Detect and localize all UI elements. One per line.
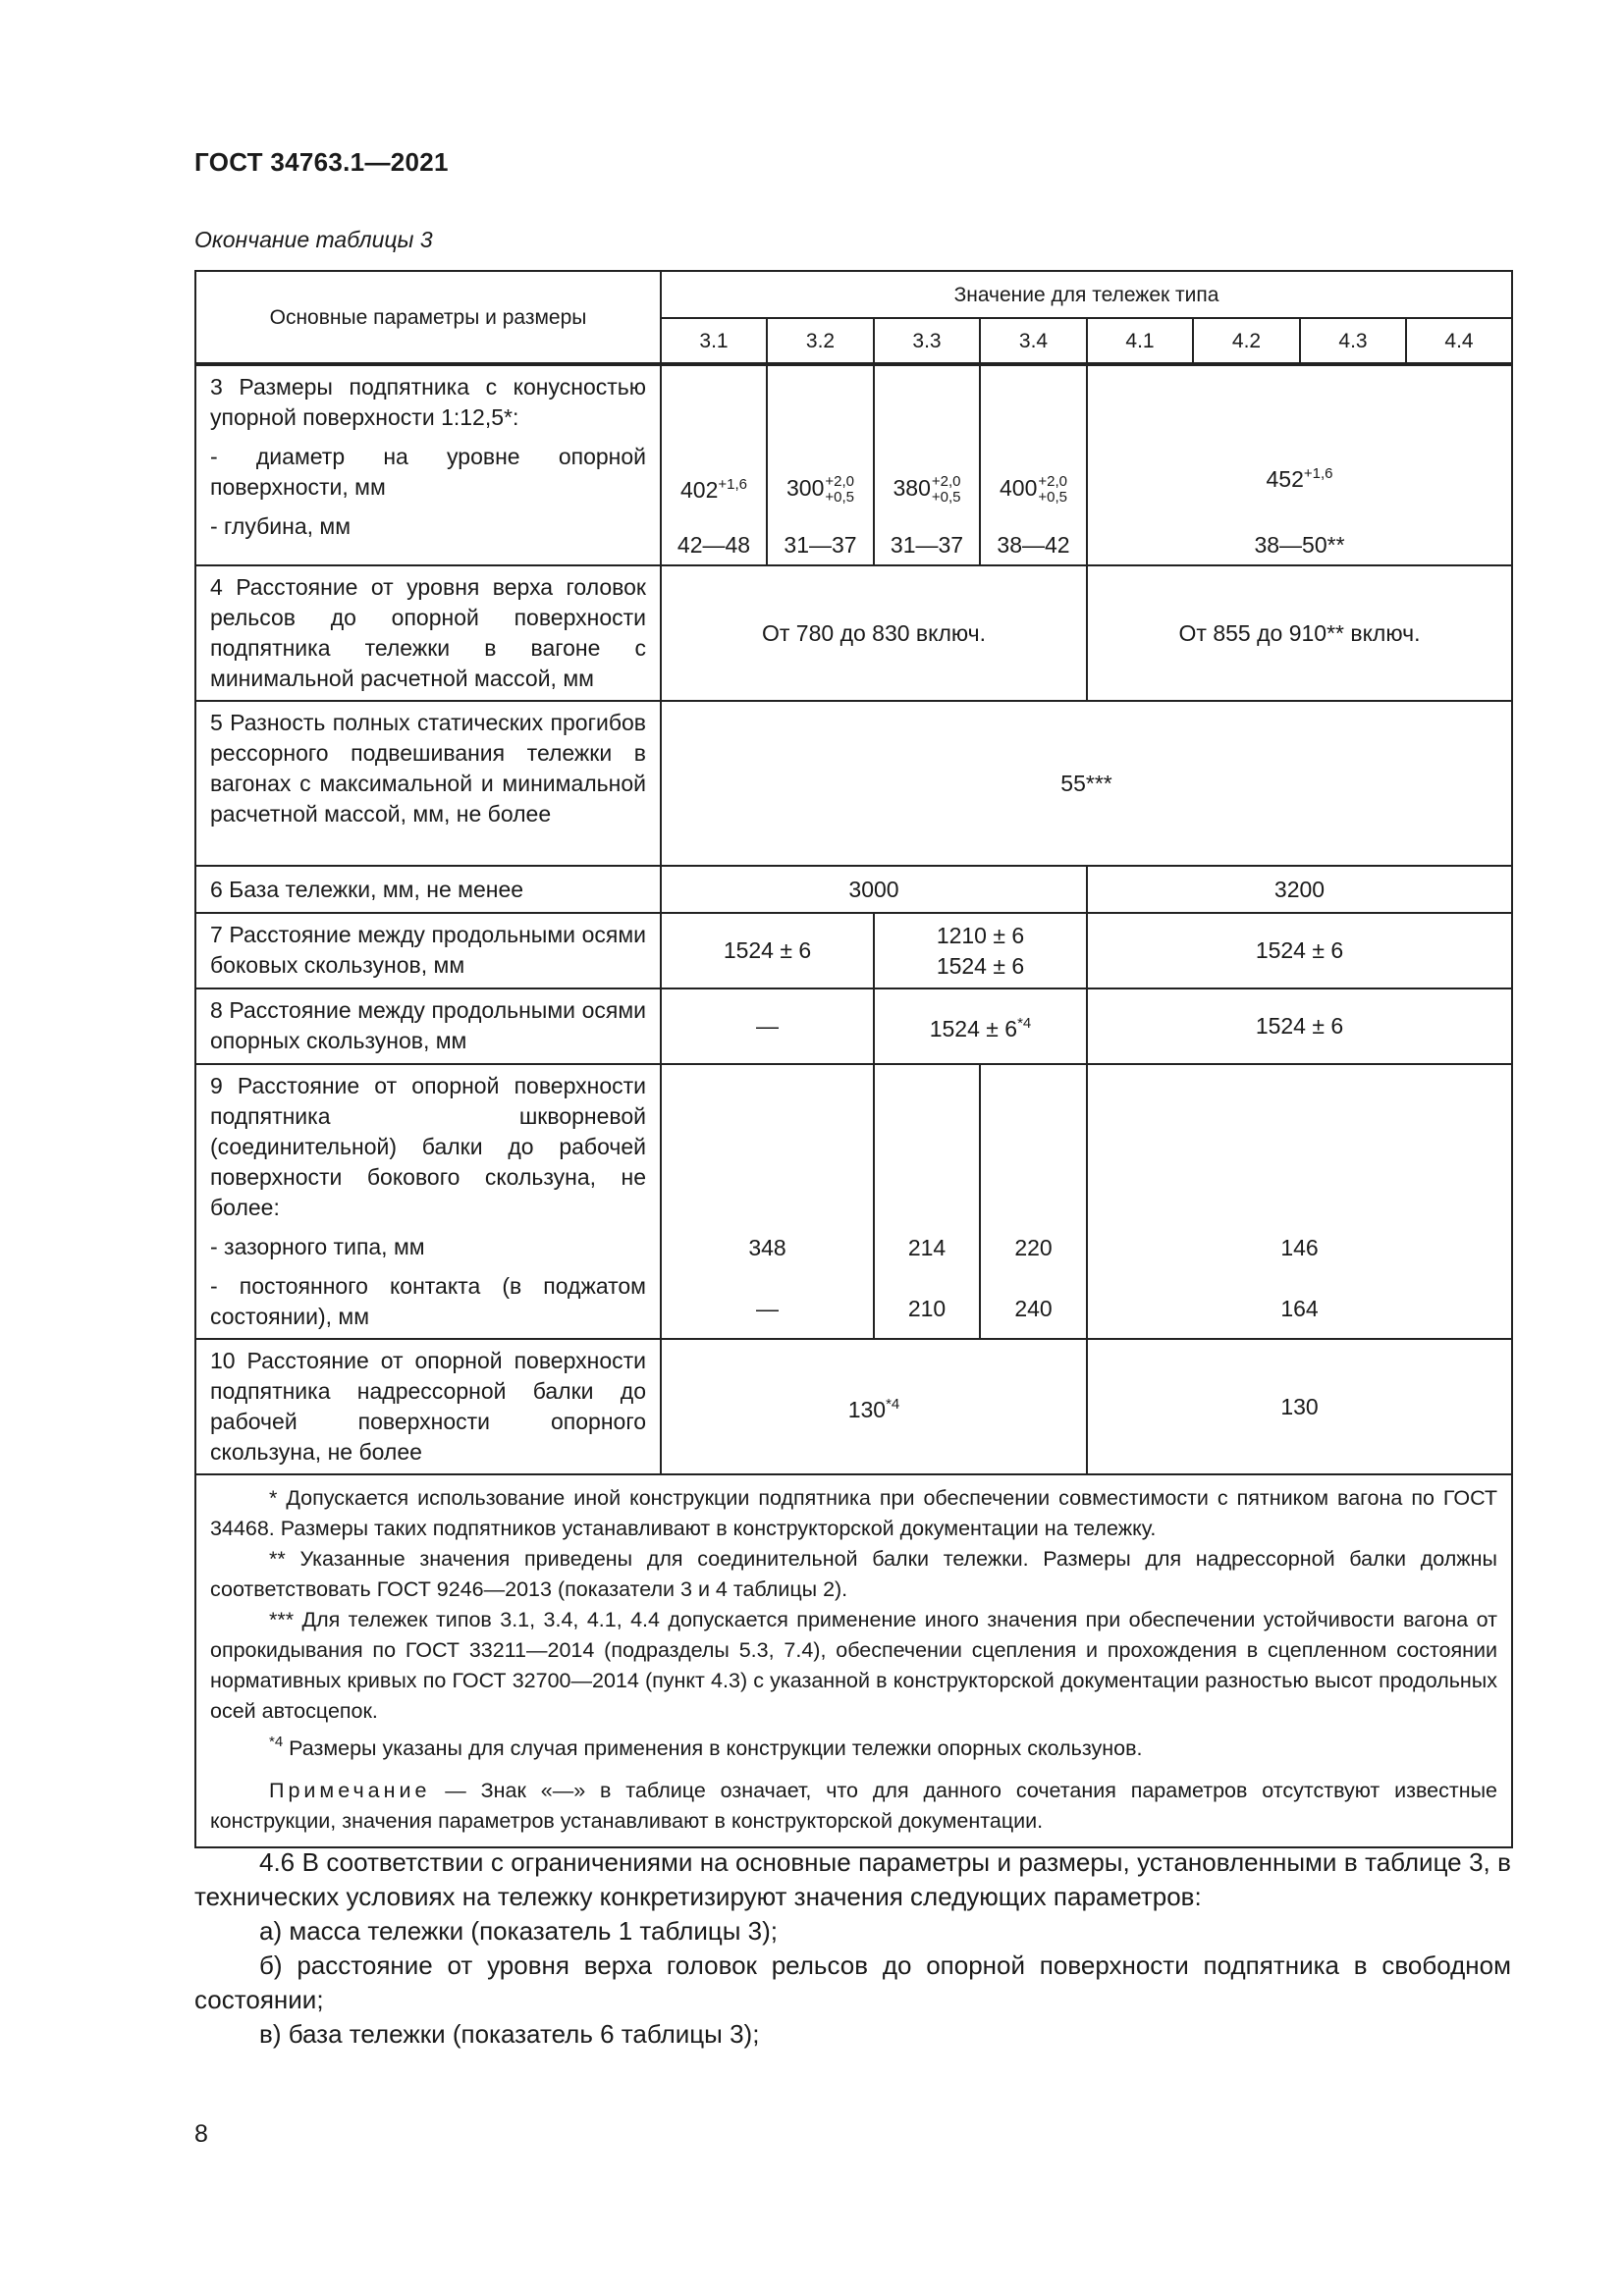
table-notes-row [195,1474,1512,1847]
table-header-row [195,271,1512,318]
list-item: б) расстояние от уровня верха головок рельсов до опорной поверхности подпятника в свободном состоянии; [194,1950,1511,2014]
value: 210 [907,1296,947,1321]
document-header: ГОСТ 34763.1—2021 [194,147,449,177]
row3-cell-31 [661,364,767,565]
row8-cell-31-32: — [661,988,874,1064]
value: 348 [748,1235,786,1260]
footnote-4 [210,1727,1497,1764]
row10-param: 10 Расстояние от опорной поверхности подпятника надрессорной балки до рабочей поверхности опорного скользуна, не более [195,1339,661,1474]
table-row [195,1064,1512,1339]
row9-cell-4x [1087,1064,1512,1339]
value: 240 [1014,1296,1053,1321]
tolerance: +1,6 [718,476,747,493]
table-row [195,565,1512,701]
row9-sub-gap: - зазорного типа, мм [210,1234,425,1259]
value: 42—48 [677,532,751,558]
value: 31—37 [890,532,964,558]
row6-param: 6 База тележки, мм, не менее [195,866,661,913]
row3-cell-34 [980,364,1087,565]
row3-cell-32 [767,364,874,565]
row7-cell-33-34 [874,913,1087,988]
footnote-mark: *4 [886,1395,900,1413]
value: 220 [1014,1235,1053,1260]
value: 146 [1280,1235,1319,1260]
row3-sub-diameter: - диаметр на уровне опорной поверхности, мм [210,444,646,500]
list-item: а) масса тележки (показатель 1 таблицы 3); [259,1916,779,1946]
row9-title: 9 Расстояние от опорной поверхности подпятника шкворневой (соединительной) балки до рабочей поверхности бокового скользуна, не более: [210,1073,646,1220]
row7-cell-31-32: 1524 ± 6 [661,913,874,988]
row9-cell-31-32 [661,1064,874,1339]
value: 1524 ± 6 [929,1016,1018,1041]
table-notes [195,1474,1512,1847]
tolerance-lower: +0,5 [1038,489,1067,506]
type-header: 3.1 [661,318,767,364]
type-header: 3.4 [980,318,1087,364]
table-row [195,913,1512,988]
row7-cell-4x: 1524 ± 6 [1087,913,1512,988]
value: 130 [847,1396,887,1422]
type-group-header: Значение для тележек типа [661,271,1512,318]
row3-param [195,364,661,565]
tolerance-upper: +2,0 [931,473,961,490]
row6-cell-4x: 3200 [1087,866,1512,913]
type-header: 3.3 [874,318,980,364]
row9-cell-34 [980,1064,1087,1339]
footnote-mark: *4 [269,1734,284,1750]
tolerance: +1,6 [1303,465,1333,482]
row9-sub-contact: - постоянного контакта (в поджатом состоянии), мм [210,1273,646,1329]
tolerance-upper: +2,0 [1038,473,1067,490]
type-header: 4.1 [1087,318,1193,364]
type-header: 4.3 [1300,318,1406,364]
tolerance-lower: +0,5 [931,489,961,506]
value: 1524 ± 6 [936,952,1025,979]
row3-title: 3 Размеры подпятника с конусностью упорной поверхности 1:12,5*: [210,374,646,430]
value: 31—37 [784,532,857,558]
tolerance-upper: +2,0 [825,473,854,490]
value: — [756,1296,779,1321]
value: 380 [893,475,931,502]
footnote-2: ** Указанные значения приведены для соединительной балки тележки. Размеры для надрессорной балки должны соответствовать ГОСТ 9246—2013 (показатели 3 и 4 таблицы 2). [210,1547,1498,1601]
value: 300 [786,475,825,502]
value: 402 [680,477,719,503]
footnote-4-text: Размеры указаны для случая применения в конструкции тележки опорных скользунов. [283,1736,1143,1760]
value: 38—50** [1254,532,1345,558]
tolerance-lower: +0,5 [825,489,854,506]
value: 400 [1000,475,1038,502]
table-row [195,1339,1512,1474]
value: 38—42 [997,532,1070,558]
row8-param: 8 Расстояние между продольными осями опорных скользунов, мм [195,988,661,1064]
row9-cell-33 [874,1064,980,1339]
body-text [194,1845,1511,2052]
table-row [195,701,1512,866]
table-row [195,364,1512,565]
paragraph: 4.6 В соответствии с ограничениями на основные параметры и размеры, установленными в таблице 3, в технических условиях на тележку конкретизируют значения следующих параметров: [194,1847,1511,1911]
list-item: в) база тележки (показатель 6 таблицы 3); [259,2019,760,2049]
page-number: 8 [194,2120,208,2148]
value: 214 [907,1235,947,1260]
row3-sub-depth: - глубина, мм [210,513,352,539]
row6-cell-3x: 3000 [661,866,1087,913]
type-header: 4.4 [1406,318,1512,364]
row8-cell-33-34 [874,988,1087,1064]
row3-cell-33 [874,364,980,565]
param-column-header: Основные параметры и размеры [195,271,661,364]
value: 452 [1266,466,1304,492]
note-label: Примечание [269,1779,431,1802]
footnote-mark: *4 [1017,1015,1032,1032]
table-row [195,988,1512,1064]
table-row [195,866,1512,913]
row7-param: 7 Расстояние между продольными осями боковых скользунов, мм [195,913,661,988]
row4-param: 4 Расстояние от уровня верха головок рельсов до опорной поверхности подпятника тележки в вагоне с минимальной расчетной массой, мм [195,565,661,701]
parameters-table [194,270,1513,1848]
row10-cell-3x [661,1339,1087,1474]
row10-cell-4x: 130 [1087,1339,1512,1474]
row8-cell-4x: 1524 ± 6 [1087,988,1512,1064]
row4-cell-4x: От 855 до 910** включ. [1087,565,1512,701]
row9-param [195,1064,661,1339]
footnote-3: *** Для тележек типов 3.1, 3.4, 4.1, 4.4 допускается применение иного значения при обеспечении устойчивости вагона от опрокидывания по ГОСТ 33211—2014 (подразделы 5.3, 7.4), обеспечении сцепления и прохождения в сцепленном состоянии нормативных кривых по ГОСТ 32700—2014 (пункт 4.3) с указанной в конструкторской документации разностью высот продольных осей автосцепок. [210,1608,1498,1723]
table-note [210,1776,1497,1837]
value: 1210 ± 6 [936,922,1025,948]
row5-cell: 55*** [661,701,1512,866]
table-caption: Окончание таблицы 3 [194,227,433,252]
row3-cell-4x [1087,364,1512,565]
type-header: 3.2 [767,318,874,364]
footnote-1: * Допускается использование иной конструкции подпятника при обеспечении совместимости с пятником вагона по ГОСТ 34468. Размеры таких подпятников устанавливают в конструкторской документации на тележку. [210,1486,1498,1540]
row4-cell-3x: От 780 до 830 включ. [661,565,1087,701]
value: 164 [1280,1296,1319,1321]
type-header: 4.2 [1193,318,1300,364]
note-text: — Знак «—» в таблице означает, что для данного сочетания параметров отсутствуют известные конструкции, значения параметров устанавливают в конструкторской документации. [210,1779,1498,1833]
row5-param: 5 Разность полных статических прогибов рессорного подвешивания тележки в вагонах с максимальной и минимальной расчетной массой, мм, не более [195,701,661,866]
